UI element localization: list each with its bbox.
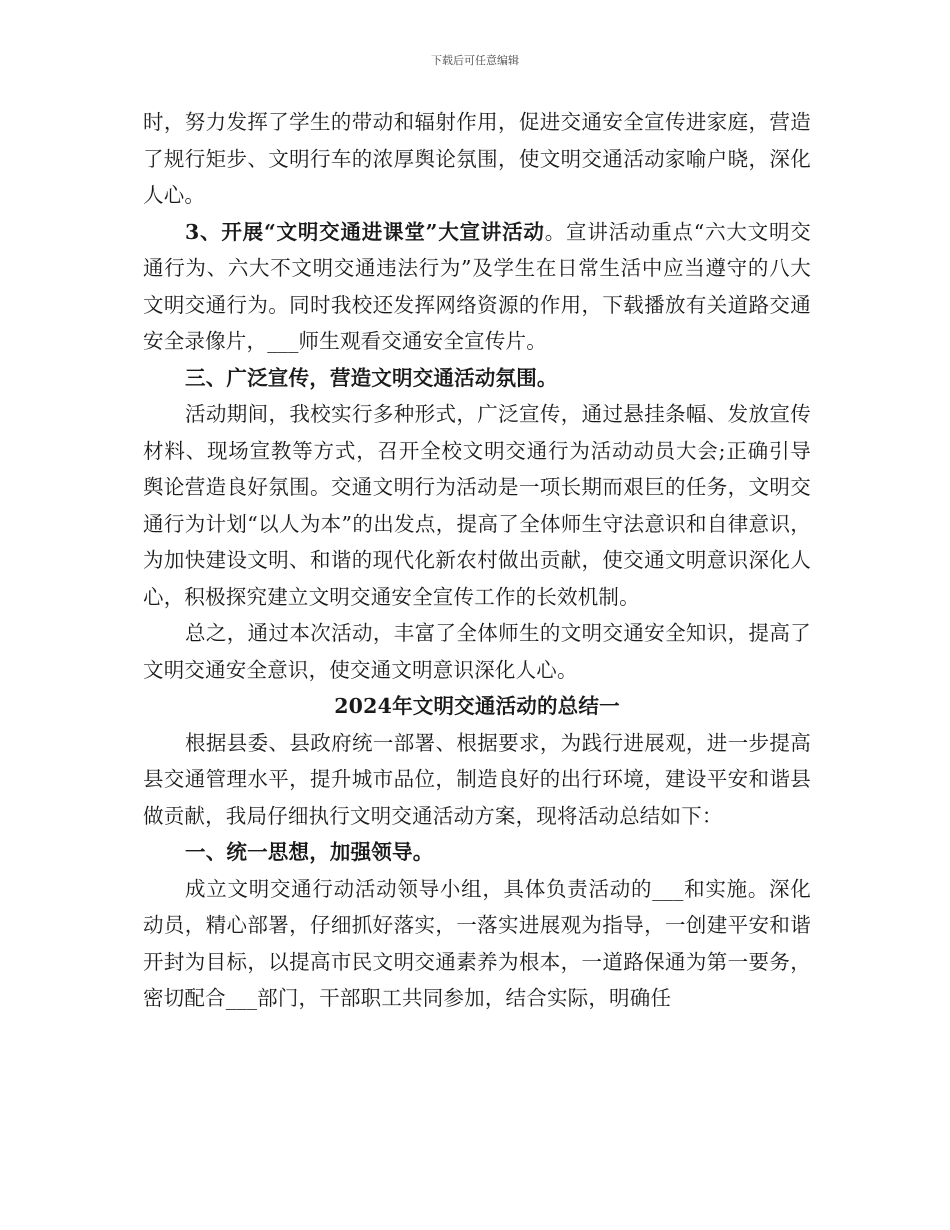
paragraph-publicity: 活动期间，我校实行多种形式，广泛宣传，通过悬挂条幅、发放宣传材料、现场宣教等方式，召开全校文明交通行为活动动员大会;正确引导舆论营造良好氛围。交通文明行为活动是一项长期而艰巨的任务，文明交通行为计划“以人为本”的出发点，提高了全体师生守法意识和自律意识，为加快建设文明、和谐的现代化新农村做出贡献，使交通文明意识深化人心，积极探究建立文明交通安全宣传工作的长效机制。	[143, 402, 811, 609]
paragraph-lecture-heading: 3、开展“文明交通进课堂”大宣讲活动	[185, 219, 545, 244]
paragraph-summary: 总之，通过本次活动，丰富了全体师生的文明交通安全知识，提高了文明交通安全意识，使交通文明意识深化人心。	[143, 621, 811, 682]
paragraph-continuation: 时，努力发挥了学生的带动和辐射作用，促进交通安全宣传进家庭，营造了规行矩步、文明行车的浓厚舆论氛围，使文明交通活动家喻户晓，深化人心。	[143, 110, 811, 207]
section-heading-leadership: 一、统一思想，加强领导。	[185, 840, 434, 864]
paragraph-leadership: 成立文明交通行动活动领导小组，具体负责活动的___和实施。深化动员，精心部署，仔细抓好落实，一落实进展观为指导，一创建平安和谐开封为目标，以提高市民文明交通素养为根本，一道路保通为第一要务，密切配合___部门，干部职工共同参加，结合实际，明确任	[143, 876, 811, 1010]
paragraph-lecture-body: 。宣讲活动重点“六大文明交通行为、六大不文明交通违法行为”及学生在日常生活中应当遵守的八大文明交通行为。同时我校还发挥网络资源的作用，下载播放有关道路交通安全录像片，___师生观看交通安全宣传片。	[143, 219, 811, 353]
page-header: 下载后可任意编辑	[431, 54, 519, 67]
paragraph-lecture-activity	[143, 214, 811, 360]
document-body	[143, 104, 811, 1017]
section-heading-publicity: 三、广泛宣传，营造文明交通活动氛围。	[185, 365, 558, 390]
document-title: 2024年文明交通活动的总结一	[334, 694, 620, 718]
paragraph-intro: 根据县委、县政府统一部署、根据要求，为践行进展观，进一步提高县交通管理水平，提升城市品位，制造良好的出行环境，建设平安和谐县做贡献，我局仔细执行文明交通活动方案，现将活动总结如下：	[143, 730, 811, 828]
